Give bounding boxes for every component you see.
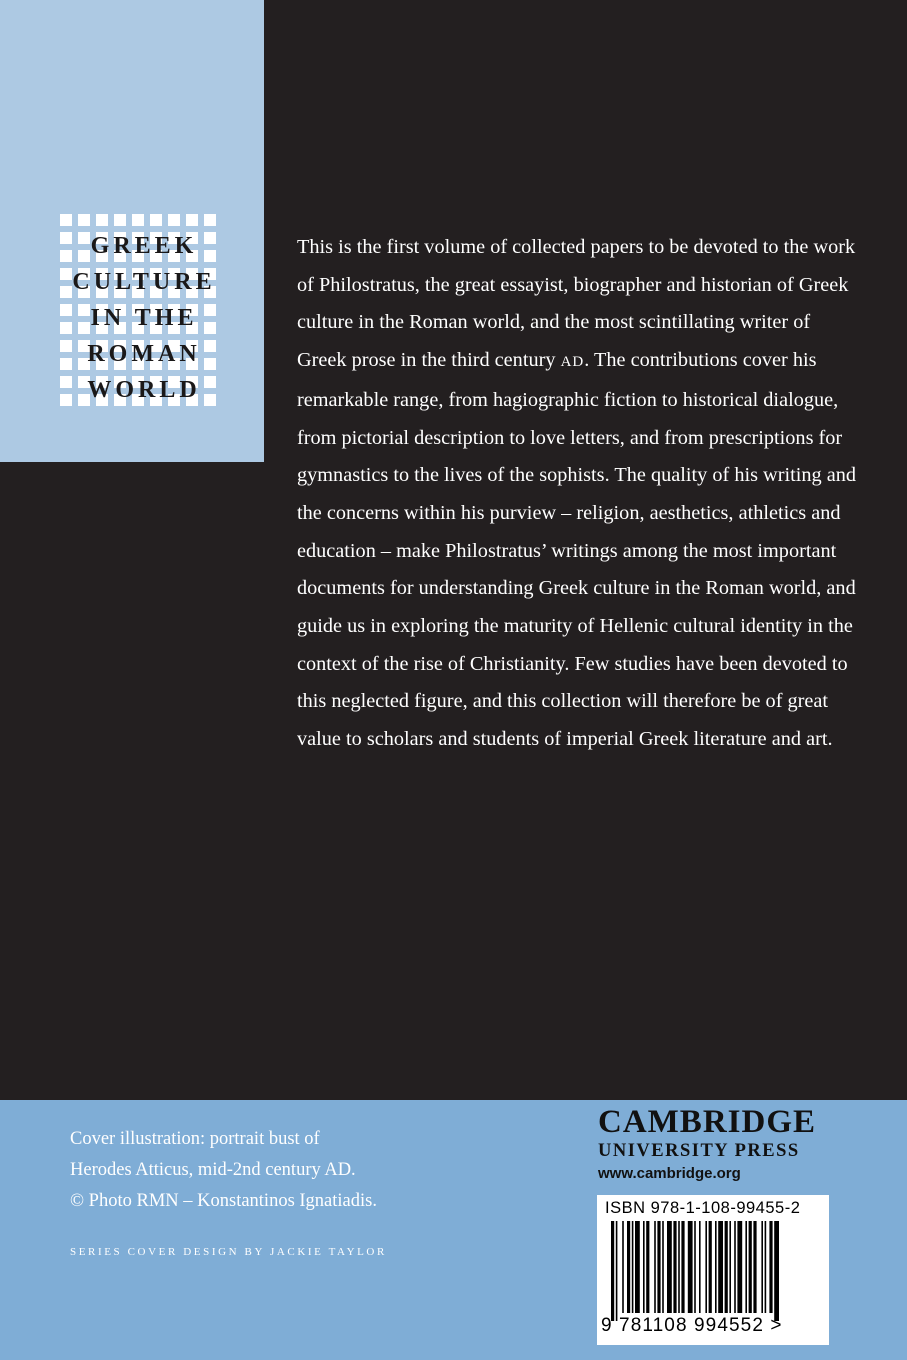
checker-square (78, 214, 90, 226)
barcode-bar (769, 1221, 772, 1313)
series-line: ROMAN (87, 341, 201, 367)
barcode-bar (709, 1221, 712, 1313)
checker-square (186, 214, 198, 226)
description-text-1: This is the first volume of collected papers to be devoted to the work of Philostratus, the great essayist, biographer and historian of Greek culture in the Roman world, and the most scintillating writer of Greek prose in the third century (297, 236, 856, 372)
barcode-bar (718, 1221, 723, 1313)
barcode-bar (611, 1221, 614, 1321)
barcode-bar (678, 1221, 680, 1313)
barcode-bar (745, 1221, 747, 1313)
series-design-credit: SERIES COVER DESIGN BY JACKIE TAYLOR (70, 1246, 387, 1258)
series-line: WORLD (87, 377, 201, 403)
barcode-number: 9 781108 994552 > (601, 1315, 783, 1336)
series-title (60, 228, 228, 408)
credit-line: Cover illustration: portrait bust of (70, 1129, 320, 1149)
series-line: GREEK (90, 233, 198, 259)
book-description (297, 229, 857, 759)
barcode-bar (705, 1221, 707, 1313)
barcode-bar (662, 1221, 664, 1313)
publisher-logo (598, 1104, 838, 1186)
barcode-bar (643, 1221, 645, 1313)
barcode-bar (774, 1221, 779, 1321)
barcode-bar (765, 1221, 767, 1313)
barcode-bar (635, 1221, 640, 1313)
barcode-bar (725, 1221, 728, 1313)
barcode-bar (616, 1221, 618, 1321)
barcode-bar (715, 1221, 717, 1313)
description-paragraph (297, 229, 857, 759)
checker-square (150, 214, 162, 226)
credit-line: Herodes Atticus, mid-2nd century AD. (70, 1160, 356, 1180)
barcode-bar (749, 1221, 752, 1313)
barcode-bar (729, 1221, 731, 1313)
barcode-bar (699, 1221, 701, 1313)
barcode-bar (694, 1221, 696, 1313)
barcode (597, 1195, 829, 1345)
publisher-subtitle: UNIVERSITY PRESS (598, 1141, 800, 1161)
barcode-bar (753, 1221, 756, 1313)
barcode-bar (657, 1221, 660, 1313)
barcode-bar (627, 1221, 630, 1313)
checker-square (96, 214, 108, 226)
checker-square (132, 214, 144, 226)
publisher-name: CAMBRIDGE (598, 1104, 817, 1140)
barcode-bar (667, 1221, 672, 1313)
publisher-url: www.cambridge.org (598, 1165, 741, 1182)
era-abbreviation: AD (560, 354, 585, 371)
series-line: IN THE (90, 305, 198, 331)
credit-line: © Photo RMN – Konstantinos Ignatiadis. (70, 1191, 377, 1211)
barcode-bar (681, 1221, 684, 1313)
barcode-bar (654, 1221, 656, 1313)
cover-credit (70, 1124, 377, 1217)
barcode-bar (622, 1221, 624, 1313)
barcode-bar (761, 1221, 763, 1313)
checker-square (204, 214, 216, 226)
barcode-bar (737, 1221, 742, 1313)
description-text-2: . The contributions cover his remarkable range, from hagiographic fiction to historical dialogue, from pictorial description to love letters, and from prescriptions for gymnastics to the lives of the sophists. The quality of his writing and the concerns within his purview – religion, aesthetics, athletics and education – make Philostratus’ writings among the most important documents for understanding Greek culture in the Roman world, and guide us in exploring the maturity of Hellenic cultural identity in the context of the rise of Christianity. Few studies have been devoted to this neglected figure, and this collection will therefore be of great value to scholars and students of imperial Greek literature and art. (297, 349, 856, 751)
barcode-bar (734, 1221, 736, 1313)
checker-square (60, 214, 72, 226)
isbn-text: ISBN 978-1-108-99455-2 (605, 1199, 801, 1217)
barcode-bar (646, 1221, 649, 1313)
barcode-bar (688, 1221, 693, 1313)
checker-square (168, 214, 180, 226)
checker-square (114, 214, 126, 226)
barcode-bar (632, 1221, 634, 1313)
series-line: CULTURE (72, 269, 216, 295)
barcode-bar (673, 1221, 676, 1313)
